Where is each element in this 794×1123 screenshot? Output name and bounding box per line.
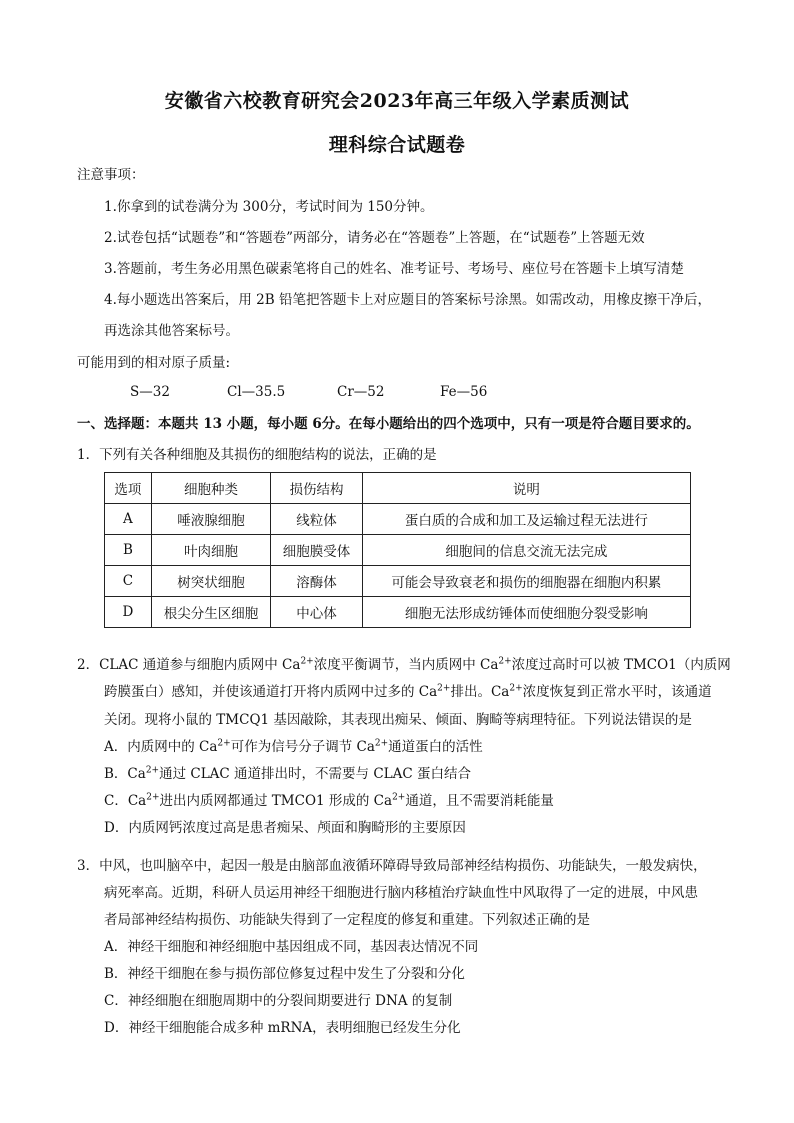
question-2-stem-line: 跨膜蛋白）感知，并使该通道打开将内质网中过多的 $Ca^{2+}$排出。$Ca^{2+}$浓度恢复到正常水平时，该通道 [104, 683, 712, 700]
table-cell: A [105, 504, 152, 535]
table-cell: 叶肉细胞 [151, 535, 270, 566]
atomic-mass-value: Cr—52 [337, 384, 385, 400]
table-cell: 树突状细胞 [151, 566, 270, 597]
atomic-mass-value: S—32 [130, 384, 170, 400]
notice-item: 1.你拿到的试卷满分为 300分，考试时间为 150分钟。 [104, 199, 434, 215]
table-cell: B [105, 535, 152, 566]
table-cell: 细胞无法形成纺锤体而使细胞分裂受影响 [362, 597, 690, 628]
table-header-cell: 说明 [362, 473, 690, 504]
question-3-option-c: C．神经细胞在细胞周期中的分裂间期要进行 DNA 的复制 [104, 993, 453, 1009]
table-cell: 溶酶体 [271, 566, 363, 597]
table-header-cell: 细胞种类 [151, 473, 270, 504]
question-2-option-a: A．内质网中的 $Ca^{2+}$可作为信号分子调节 $Ca^{2+}$通道蛋白的活性 [104, 738, 483, 755]
table-cell: 细胞间的信息交流无法完成 [362, 535, 690, 566]
question-2-stem-line: 关闭。现将小鼠的 TMCQ1 基因敲除，其表现出痴呆、倾面、胸畸等病理特征。下列说法错误的是 [104, 712, 692, 728]
question-3-option-a: A．神经干细胞和神经细胞中基因组成不同，基因表达情况不同 [104, 939, 479, 955]
question-2-stem-line: 2．CLAC 通道参与细胞内质网中 $Ca^{2+}$浓度平衡调节，当内质网中 $Ca^{2+}$浓度过高时可以被 TMCO1（内质网 [77, 656, 731, 673]
question-2-option-b: B．$Ca^{2+}$通过 CLAC 通道排出时，不需要与 CLAC 蛋白结合 [104, 765, 472, 782]
notice-item: 再选涂其他答案标号。 [104, 323, 239, 339]
table-cell: 蛋白质的合成和加工及运输过程无法进行 [362, 504, 690, 535]
table-cell: 可能会导致衰老和损伤的细胞器在细胞内积累 [362, 566, 690, 597]
table-row [105, 597, 691, 628]
table-cell: D [105, 597, 152, 628]
question-3-stem-line: 病死率高。近期，科研人员运用神经干细胞进行脑内移植治疗缺血性中风取得了一定的进展，中风患 [104, 885, 698, 901]
question-2-option-c: C．$Ca^{2+}$进出内质网都通过 TMCO1 形成的 $Ca^{2+}$通道，且不需要消耗能量 [104, 792, 554, 809]
question-3-option-d: D．神经干细胞能合成多种 mRNA，表明细胞已经发生分化 [104, 1020, 461, 1036]
notice-heading: 注意事项： [77, 167, 145, 183]
exam-subtitle: 理科综合试题卷 [328, 134, 466, 156]
question-3-stem-line: 者局部神经结构损伤、功能缺失得到了一定程度的修复和重建。下列叙述正确的是 [104, 912, 590, 928]
notice-item: 3.答题前，考生务必用黑色碳素笔将自己的姓名、准考证号、考场号、座位号在答题卡上填写清楚 [104, 261, 684, 277]
table-cell: 根尖分生区细胞 [151, 597, 270, 628]
question-2-option-d: D．内质网钙浓度过高是患者痴呆、颅面和胸畸形的主要原因 [104, 820, 466, 836]
table-cell: 中心体 [271, 597, 363, 628]
atomic-mass-label: 可能用到的相对原子质量: [77, 355, 231, 371]
notice-item: 4.每小题选出答案后，用 2B 铅笔把答题卡上对应题目的答案标号涂黑。如需改动，用橡皮擦干净后， [104, 292, 711, 308]
table-header-row [105, 473, 691, 504]
table-header-cell: 损伤结构 [271, 473, 363, 504]
table-row [105, 566, 691, 597]
atomic-mass-value: Fe—56 [440, 384, 488, 400]
question-1-table [104, 472, 691, 628]
table-row [105, 504, 691, 535]
table-row [105, 535, 691, 566]
table-header-cell: 选项 [105, 473, 152, 504]
atomic-mass-value: Cl—35.5 [227, 384, 286, 400]
question-3-option-b: B．神经干细胞在参与损伤部位修复过程中发生了分裂和分化 [104, 966, 465, 982]
exam-title: 安徽省六校教育研究会2023年高三年级入学素质测试 [164, 90, 630, 112]
table-cell: 线粒体 [271, 504, 363, 535]
section-heading: 一、选择题：本题共 13 小题，每小题 6分。在每小题给出的四个选项中，只有一项是符合题目要求的。 [77, 416, 700, 432]
table-cell: 细胞膜受体 [271, 535, 363, 566]
table-cell: 唾液腺细胞 [151, 504, 270, 535]
notice-item: 2.试卷包括“试题卷”和“答题卷”两部分，请务必在“答题卷”上答题，在“试题卷”上答题无效 [104, 230, 645, 246]
question-1-stem: 1．下列有关各种细胞及其损伤的细胞结构的说法，正确的是 [77, 447, 437, 463]
table-cell: C [105, 566, 152, 597]
question-3-stem-line: 3．中风，也叫脑卒中，起因一般是由脑部血液循环障碍导致局部神经结构损伤、功能缺失，一般发病快， [77, 858, 707, 874]
